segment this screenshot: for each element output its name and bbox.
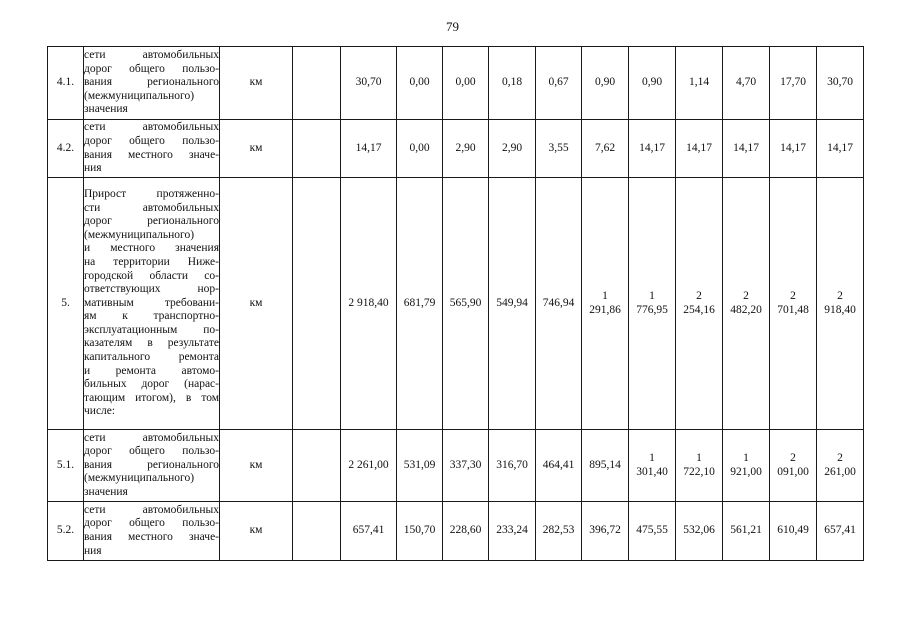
row-value: 3,55 [536, 120, 582, 178]
row-value: 2 482,20 [723, 178, 770, 430]
row-unit: км [220, 47, 293, 120]
row-value: 2 918,40 [341, 178, 397, 430]
row-value: 30,70 [817, 47, 864, 120]
row-value: 0,00 [397, 47, 443, 120]
row-extra [293, 502, 341, 561]
row-number: 5.1. [48, 430, 84, 502]
row-extra [293, 120, 341, 178]
row-value: 30,70 [341, 47, 397, 120]
description-line: вания местного значе- [84, 148, 219, 161]
table-body [48, 47, 864, 561]
row-description [84, 178, 220, 430]
row-value: 895,14 [582, 430, 629, 502]
row-value: 14,17 [629, 120, 676, 178]
description-line: на территории Ниже- [84, 255, 219, 268]
description-line: (межмуниципального) [84, 89, 195, 102]
row-description [84, 47, 220, 120]
row-value: 657,41 [817, 502, 864, 561]
description-line: значения [84, 103, 128, 116]
table-row [48, 120, 864, 178]
row-description [84, 120, 220, 178]
row-value: 337,30 [443, 430, 489, 502]
row-value: 150,70 [397, 502, 443, 561]
description-line: тающим итогом), в том [84, 391, 219, 404]
description-line: ответствующих нор- [84, 283, 219, 296]
description-line: сети автомобильных [84, 49, 219, 62]
row-value: 1,14 [676, 47, 723, 120]
description-line: ям к транспортно- [84, 310, 219, 323]
row-value: 233,24 [489, 502, 536, 561]
row-value: 2,90 [443, 120, 489, 178]
row-value: 565,90 [443, 178, 489, 430]
row-value: 2 261,00 [341, 430, 397, 502]
row-value: 396,72 [582, 502, 629, 561]
row-number: 4.2. [48, 120, 84, 178]
description-line: дорог общего пользо- [84, 134, 219, 147]
description-line: и местного значения [84, 242, 219, 255]
description-line: вания регионального [84, 458, 219, 471]
description-line: ния [84, 162, 102, 175]
description-line: и ремонта автомо- [84, 364, 219, 377]
description-line: Прирост протяженно- [84, 187, 219, 200]
page-number: 79 [446, 19, 459, 34]
description-line: капитального ремонта [84, 351, 219, 364]
table-row [48, 47, 864, 120]
row-value: 0,00 [443, 47, 489, 120]
description-line: бильных дорог (нарас- [84, 378, 219, 391]
row-unit: км [220, 178, 293, 430]
description-line: сти автомобильных [84, 201, 219, 214]
row-value: 228,60 [443, 502, 489, 561]
description-line: сети автомобильных [84, 121, 219, 134]
row-unit: км [220, 430, 293, 502]
row-value: 17,70 [770, 47, 817, 120]
description-line: дорог общего пользо- [84, 62, 219, 75]
row-value: 561,21 [723, 502, 770, 561]
row-value: 2,90 [489, 120, 536, 178]
row-value: 0,00 [397, 120, 443, 178]
row-number: 5.2. [48, 502, 84, 561]
row-value: 2 261,00 [817, 430, 864, 502]
row-unit: км [220, 502, 293, 561]
description-line: вания местного значе- [84, 531, 219, 543]
row-value: 0,90 [582, 47, 629, 120]
row-value: 549,94 [489, 178, 536, 430]
description-line: городской области со- [84, 269, 219, 282]
row-value: 7,62 [582, 120, 629, 178]
description-line: вания регионального [84, 76, 219, 89]
description-line: дорог общего пользо- [84, 517, 219, 530]
description-line: казателям в результате [84, 337, 219, 350]
description-line: ния [84, 544, 102, 557]
row-value: 2 254,16 [676, 178, 723, 430]
row-unit: км [220, 120, 293, 178]
row-value: 1 291,86 [582, 178, 629, 430]
row-value: 0,90 [629, 47, 676, 120]
description-line: мативным требовани- [84, 296, 219, 309]
description-line: сети автомобильных [84, 503, 219, 516]
row-value: 1 301,40 [629, 430, 676, 502]
row-extra [293, 178, 341, 430]
row-value: 0,67 [536, 47, 582, 120]
row-description [84, 430, 220, 502]
row-value: 14,17 [770, 120, 817, 178]
row-description [84, 502, 220, 561]
row-value: 14,17 [723, 120, 770, 178]
row-value: 1 921,00 [723, 430, 770, 502]
row-value: 14,17 [676, 120, 723, 178]
row-value: 610,49 [770, 502, 817, 561]
row-value: 2 918,40 [817, 178, 864, 430]
row-extra [293, 430, 341, 502]
description-line: (межмуниципального) [84, 472, 195, 485]
row-value: 531,09 [397, 430, 443, 502]
row-value: 681,79 [397, 178, 443, 430]
indicators-table [47, 46, 864, 561]
row-number: 4.1. [48, 47, 84, 120]
row-value: 464,41 [536, 430, 582, 502]
description-line: сети автомобильных [84, 431, 219, 444]
row-value: 2 091,00 [770, 430, 817, 502]
row-value: 2 701,48 [770, 178, 817, 430]
description-line: дорог регионального [84, 215, 219, 228]
description-line: (межмуниципального) [84, 228, 195, 241]
row-number: 5. [48, 178, 84, 430]
row-value: 4,70 [723, 47, 770, 120]
row-value: 0,18 [489, 47, 536, 120]
row-value: 14,17 [341, 120, 397, 178]
row-value: 1 776,95 [629, 178, 676, 430]
description-line: дорог общего пользо- [84, 445, 219, 458]
row-value: 532,06 [676, 502, 723, 561]
row-value: 657,41 [341, 502, 397, 561]
description-line: эксплуатационным по- [84, 323, 219, 336]
row-value: 1 722,10 [676, 430, 723, 502]
table-row [48, 178, 864, 430]
table-row [48, 502, 864, 561]
row-extra [293, 47, 341, 120]
row-value: 316,70 [489, 430, 536, 502]
table-row [48, 430, 864, 502]
row-value: 746,94 [536, 178, 582, 430]
description-line: значения [84, 485, 128, 498]
row-value: 282,53 [536, 502, 582, 561]
description-line: числе: [84, 405, 116, 418]
row-value: 14,17 [817, 120, 864, 178]
row-value: 475,55 [629, 502, 676, 561]
